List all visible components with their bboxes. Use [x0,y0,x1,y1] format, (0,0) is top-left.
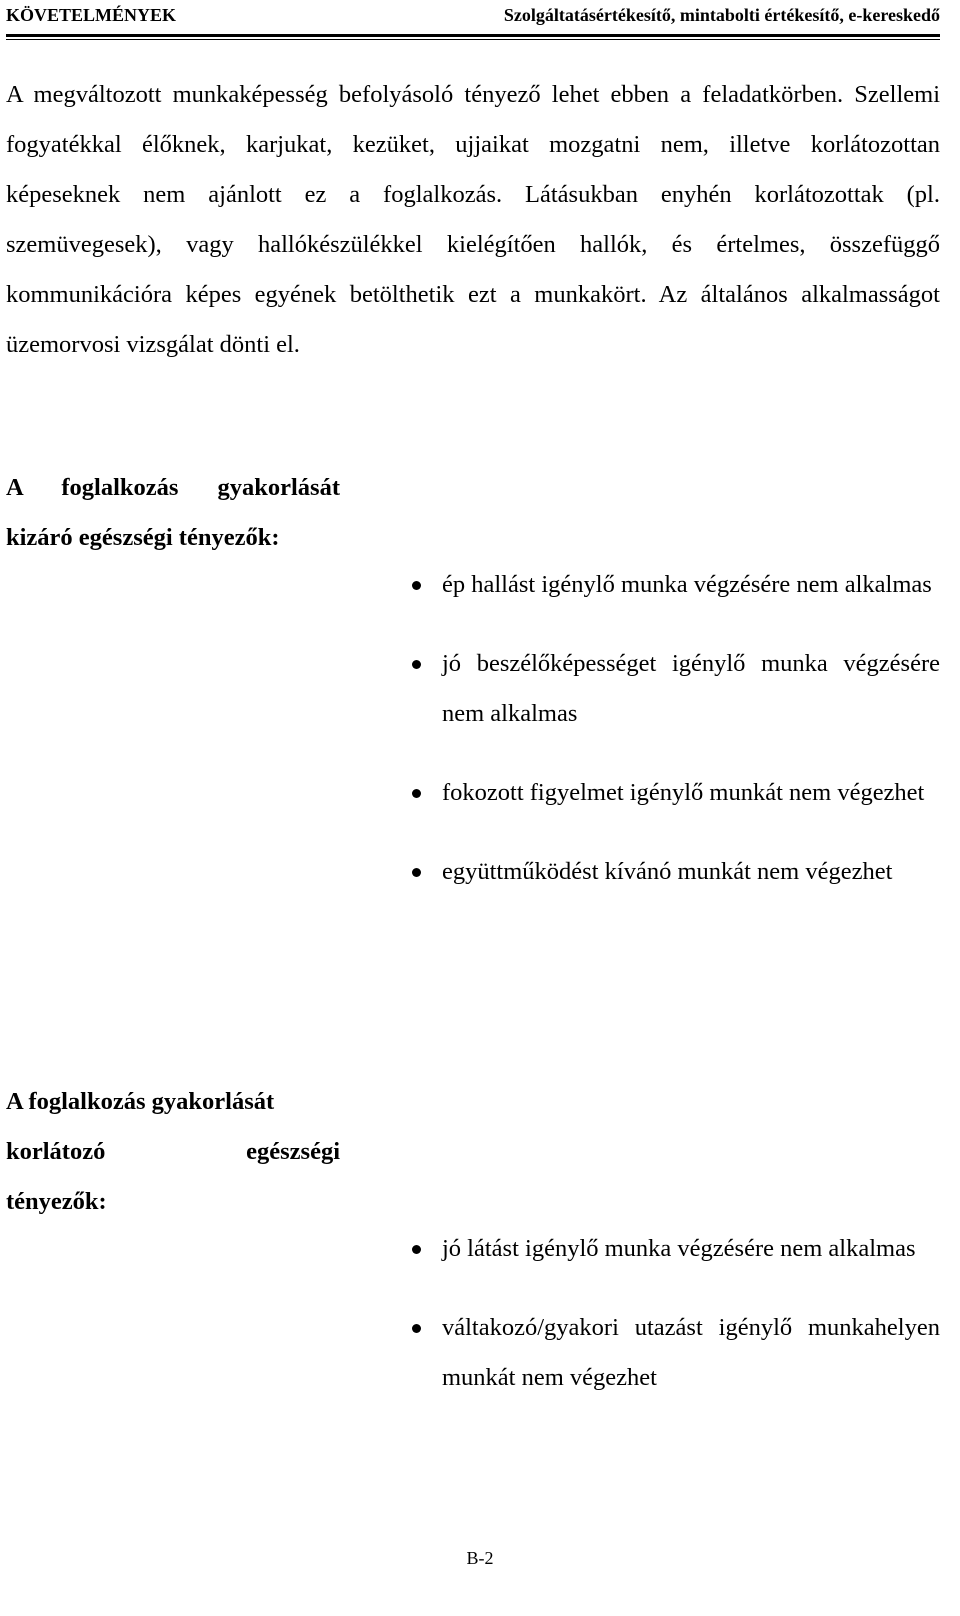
header-section-title: KÖVETELMÉNYEK [6,5,177,25]
excluding-factors-label: A foglalkozás gyakorlását kizáró egészségi tényezők: [6,474,340,551]
limiting-label-line1: A foglalkozás gyakorlását [6,1088,275,1115]
list-item [412,639,940,739]
list-item-text: jó beszélőképességet igénylő munka végzésére nem alkalmas [442,650,940,727]
page-number: B-2 [466,1548,494,1568]
limiting-factors-list [412,1224,940,1432]
bullet-icon [412,660,421,669]
list-item [412,768,940,818]
list-item-text: jó látást igénylő munka végzésére nem alkalmas [442,1235,916,1262]
list-item-text: fokozott figyelmet igénylő munkát nem végezhet [442,779,925,806]
list-item [412,1224,940,1274]
excluding-factors-list [412,560,940,926]
bullet-icon [412,1324,421,1333]
bullet-icon [412,868,421,877]
list-item-text: váltakozó/gyakori utazást igénylő munkahelyen munkát nem végezhet [442,1314,940,1391]
header-occupation-title: Szolgáltatásértékesítő, mintabolti értékesítő, e-kereskedő [503,5,940,25]
bullet-icon [412,581,421,590]
list-item-text: együttműködést kívánó munkát nem végezhet [442,858,893,885]
list-item [412,560,940,610]
limiting-label-word2: egészségi [246,1138,340,1165]
list-item-text: ép hallást igénylő munka végzésére nem alkalmas [442,571,932,598]
limiting-label-line2 [6,1127,340,1177]
bullet-icon [412,1245,421,1254]
bullet-icon [412,789,421,798]
limiting-label-line3: tényezők: [6,1188,107,1215]
header-rule-thick [6,34,940,37]
list-item [412,847,940,897]
list-item [412,1303,940,1403]
page-header [6,2,940,32]
header-rule-thin [6,39,940,40]
intro-paragraph: A megváltozott munkaképesség befolyásoló tényező lehet ebben a feladatkörben. Szellemi fogyatékkal élőknek, karjukat, kezüket, ujjaikat mozgatni nem, illetve korlátozottan képeseknek nem ajánlott ez a foglalkozás. Látásukban enyhén korlátozottak (pl. szemüvegesek), vagy hallókészülékkel kielégítően hallók, és értelmes, összefüggő kommunikációra képes egyének betölthetik ezt a munkakört. Az általános alkalmasságot üzemorvosi vizsgálat dönti el. [6,81,940,358]
limiting-factors-label [6,1077,340,1227]
limiting-label-word1: korlátozó [6,1138,106,1165]
